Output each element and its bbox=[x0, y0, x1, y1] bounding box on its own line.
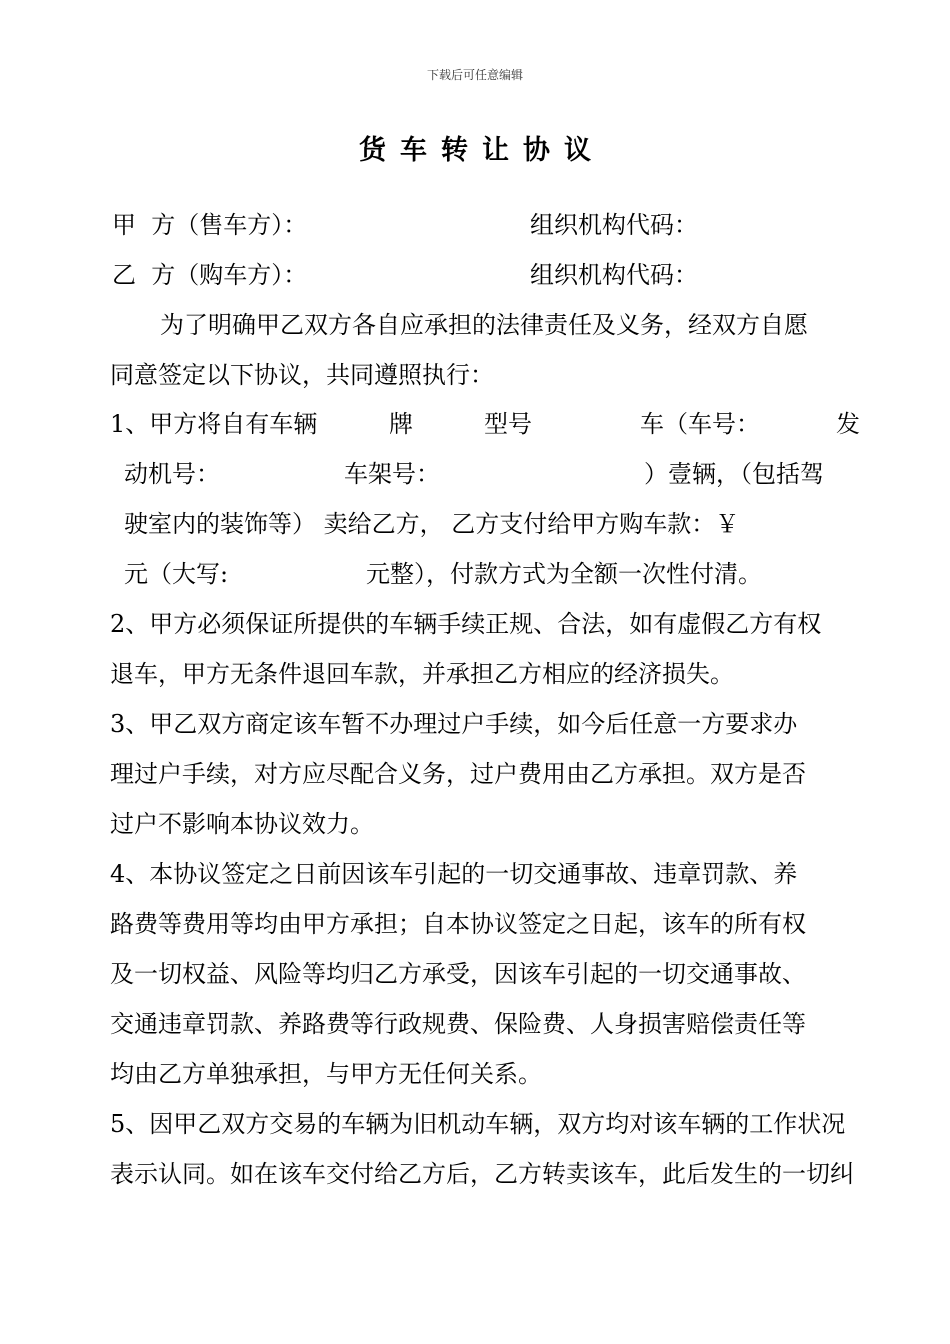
clause4-line-5: 均由乙方单独承担，与甲方无任何关系。 bbox=[110, 1060, 542, 1088]
clause3-line-2: 理过户手续，对方应尽配合义务，过户费用由乙方承担。双方是否 bbox=[110, 760, 806, 788]
intro-line-2: 同意签定以下协议，共同遵照执行： bbox=[110, 361, 494, 389]
clause3-line-1: 3、甲乙双方商定该车暂不办理过户手续，如今后任意一方要求办 bbox=[110, 710, 798, 738]
clause1-engine-label: 动机号： bbox=[124, 460, 220, 488]
clause1-vehicle-label: 1、甲方将自有车辆 bbox=[110, 410, 318, 438]
clause1-amount-label: 元（大写: bbox=[124, 560, 229, 588]
clause5-line-1: 5、因甲乙双方交易的车辆为旧机动车辆，双方均对该车辆的工作状况 bbox=[110, 1110, 846, 1138]
party-a-org-code-label: 组织机构代码： bbox=[530, 211, 698, 239]
clause1-plate-label: 车（车号： bbox=[640, 410, 760, 438]
clause1-line-3: 驶室内的装饰等） 卖给乙方， 乙方支付给甲方购车款：￥ bbox=[124, 510, 740, 538]
clause1-quantity-text: ）壹辆，（包括驾 bbox=[644, 460, 824, 488]
clause2-line-2: 退车，甲方无条件退回车款，并承担乙方相应的经济损失。 bbox=[110, 660, 734, 688]
intro-line-1: 为了明确甲乙双方各自应承担的法律责任及义务，经双方自愿 bbox=[160, 311, 808, 339]
clause1-payment-text: 元整），付款方式为全额一次性付清。 bbox=[366, 560, 762, 588]
document-title: 货车转让协议 bbox=[359, 135, 605, 166]
clause1-engine-label-start: 发 bbox=[836, 410, 860, 438]
party-b-label: 乙 方（购车方）： bbox=[112, 261, 308, 289]
header-note: 下载后可任意编辑 bbox=[426, 68, 523, 82]
party-a-label: 甲 方（售车方）： bbox=[112, 211, 308, 239]
clause4-line-3: 及一切权益、风险等均归乙方承受，因该车引起的一切交通事故、 bbox=[110, 960, 806, 988]
clause3-line-3: 过户不影响本协议效力。 bbox=[110, 810, 374, 838]
clause1-brand-label: 牌 bbox=[389, 410, 413, 438]
clause1-chassis-label: 车架号： bbox=[344, 460, 440, 488]
clause4-line-1: 4、本协议签定之日前因该车引起的一切交通事故、违章罚款、养 bbox=[110, 860, 798, 888]
clause4-line-2: 路费等费用等均由甲方承担；自本协议签定之日起，该车的所有权 bbox=[110, 910, 806, 938]
clause5-line-2: 表示认同。如在该车交付给乙方后，乙方转卖该车，此后发生的一切纠 bbox=[110, 1160, 854, 1188]
clause2-line-1: 2、甲方必须保证所提供的车辆手续正规、合法，如有虚假乙方有权 bbox=[110, 610, 822, 638]
clause4-line-4: 交通违章罚款、养路费等行政规费、保险费、人身损害赔偿责任等 bbox=[110, 1010, 806, 1038]
clause1-model-label: 型号 bbox=[484, 410, 532, 438]
party-b-org-code-label: 组织机构代码： bbox=[530, 261, 698, 289]
